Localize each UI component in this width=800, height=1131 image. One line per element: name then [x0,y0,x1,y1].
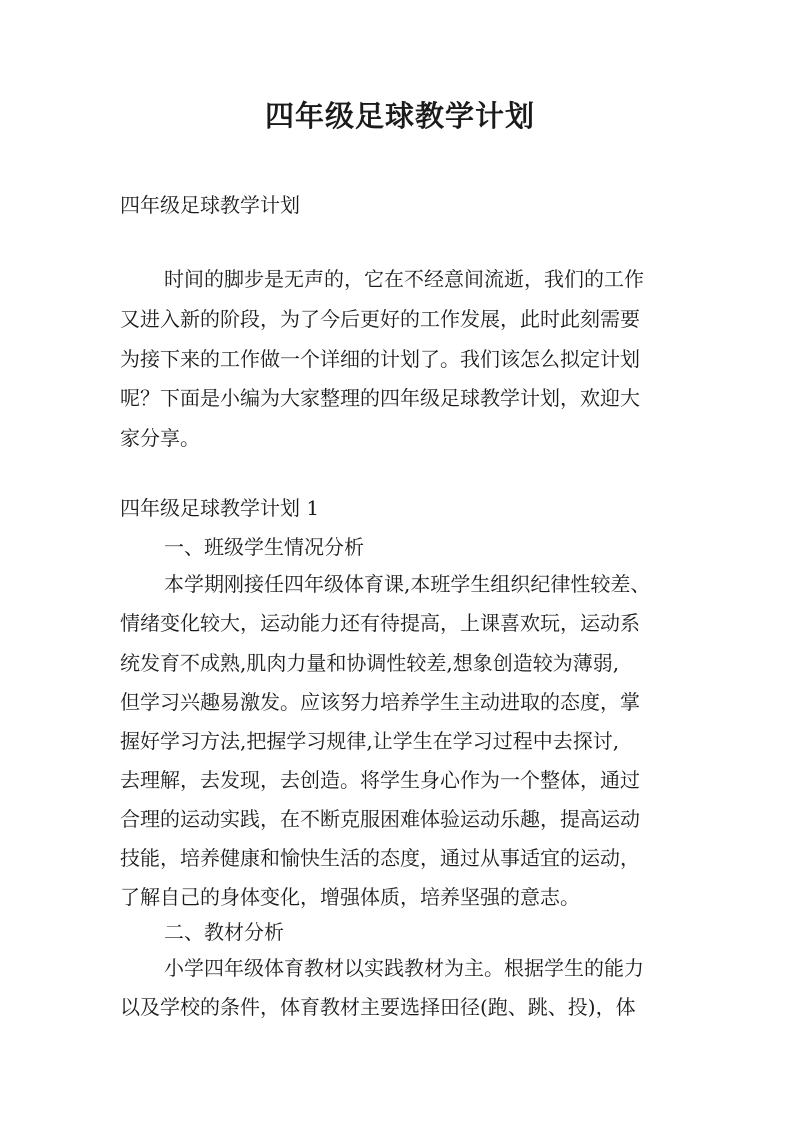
section-heading: 二、教材分析 [164,920,284,944]
document-title: 四年级足球教学计划 [264,99,535,133]
document-subtitle: 四年级足球教学计划 [120,193,300,217]
intro-line: 家分享。 [120,426,200,450]
body-line: 合理的运动实践，在不断克服困难体验运动乐趣，提高运动 [120,807,640,831]
body-line: 了解自己的身体变化，增强体质，培养坚强的意志。 [120,885,580,909]
body-line: 去理解，去发现，去创造。将学生身心作为一个整体，通过 [120,768,640,792]
body-line: 但学习兴趣易激发。应该努力培养学生主动进取的态度，掌 [120,690,640,714]
body-line: 本学期刚接任四年级体育课,本班学生组织纪律性较差、 [164,572,651,596]
intro-line: 又进入新的阶段，为了今后更好的工作发展，此时此刻需要 [120,307,640,331]
intro-line: 为接下来的工作做一个详细的计划了。我们该怎么拟定计划 [120,347,640,371]
body-line: 统发育不成熟,肌肉力量和协调性较差,想象创造较为薄弱, [120,651,620,675]
body-line: 技能，培养健康和愉快生活的态度，通过从事适宜的运动， [120,846,640,870]
body-line: 以及学校的条件，体育教材主要选择田径(跑、跳、投)，体 [120,995,636,1019]
section-title: 四年级足球教学计划 1 [120,496,320,520]
body-line: 小学四年级体育教材以实践教材为主。根据学生的能力 [164,956,644,980]
intro-line: 时间的脚步是无声的，它在不经意间流逝，我们的工作 [164,267,644,291]
body-line: 情绪变化较大，运动能力还有待提高，上课喜欢玩，运动系 [120,611,640,635]
intro-line: 呢？下面是小编为大家整理的四年级足球教学计划，欢迎大 [120,386,640,410]
section-heading: 一、班级学生情况分析 [164,535,364,559]
body-line: 握好学习方法,把握学习规律,让学生在学习过程中去探讨, [120,729,620,753]
